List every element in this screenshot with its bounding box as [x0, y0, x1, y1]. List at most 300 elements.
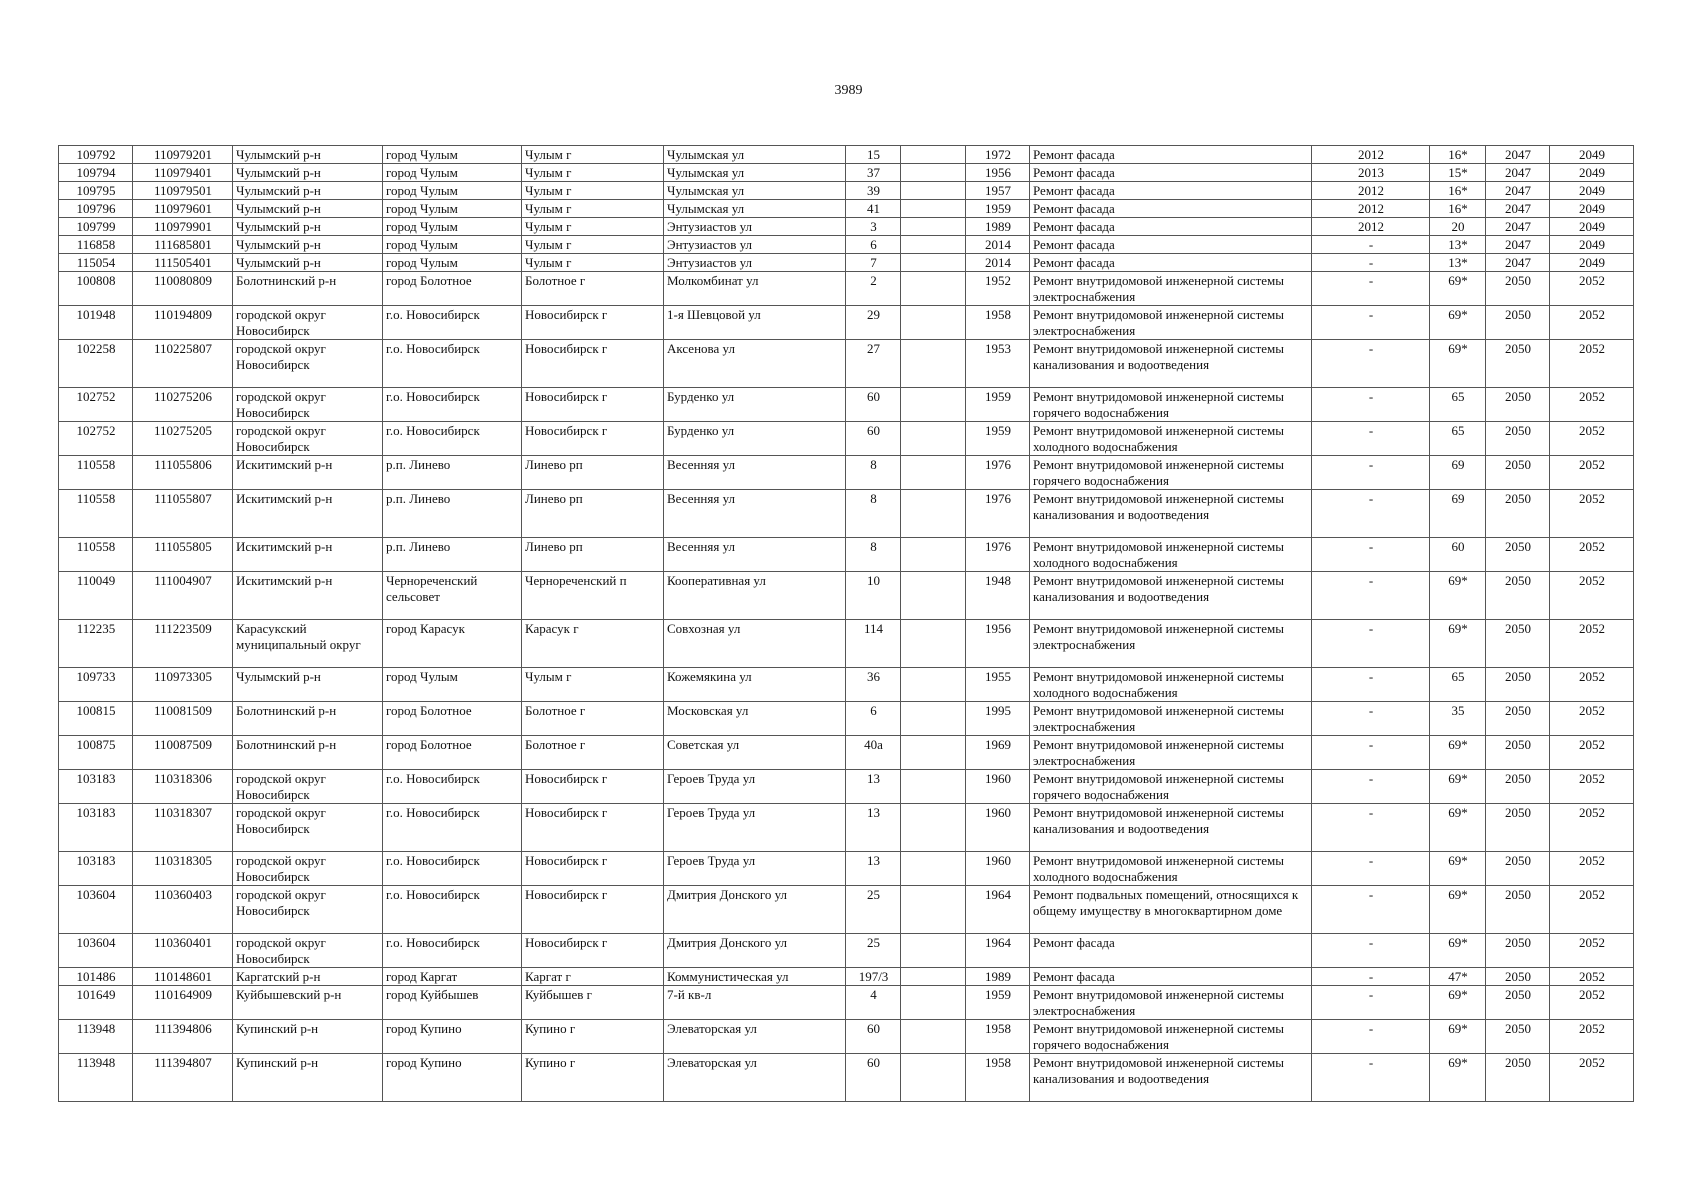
- cell-municipal-district: Искитимский р-н: [233, 538, 383, 572]
- cell-building: [901, 986, 966, 1020]
- cell-settlement: г.о. Новосибирск: [383, 886, 522, 934]
- cell-settlement: город Каргат: [383, 968, 522, 986]
- cell-house-number: 197/3: [846, 968, 901, 986]
- cell-street: Советская ул: [664, 736, 846, 770]
- cell-street: Дмитрия Донского ул: [664, 934, 846, 968]
- cell-municipal-district: Чулымский р-н: [233, 164, 383, 182]
- cell-construction-year: 1959: [966, 422, 1030, 456]
- cell-element-id: 111055807: [133, 490, 233, 538]
- cell-house-number: 6: [846, 702, 901, 736]
- cell-locality: Чулым г: [522, 218, 664, 236]
- cell-planned-start-year: 2050: [1486, 306, 1550, 340]
- cell-repair-type: Ремонт внутридомовой инженерной системы электроснабжения: [1030, 702, 1312, 736]
- cell-house-number: 27: [846, 340, 901, 388]
- cell-last-repair-year: -: [1312, 986, 1430, 1020]
- cell-wear-percent: 16*: [1430, 182, 1486, 200]
- cell-street: Энтузиастов ул: [664, 236, 846, 254]
- cell-wear-percent: 16*: [1430, 200, 1486, 218]
- cell-repair-type: Ремонт внутридомовой инженерной системы горячего водоснабжения: [1030, 456, 1312, 490]
- cell-construction-year: 1956: [966, 164, 1030, 182]
- cell-street: 1-я Шевцовой ул: [664, 306, 846, 340]
- cell-repair-type: Ремонт фасада: [1030, 254, 1312, 272]
- cell-repair-type: Ремонт внутридомовой инженерной системы канализования и водоотведения: [1030, 804, 1312, 852]
- cell-municipal-district: Чулымский р-н: [233, 236, 383, 254]
- cell-building: [901, 620, 966, 668]
- cell-settlement: р.п. Линево: [383, 456, 522, 490]
- cell-municipal-district: городской округ Новосибирск: [233, 422, 383, 456]
- cell-planned-start-year: 2050: [1486, 668, 1550, 702]
- cell-street: Чулымская ул: [664, 200, 846, 218]
- cell-locality: Новосибирск г: [522, 422, 664, 456]
- cell-planned-start-year: 2050: [1486, 804, 1550, 852]
- cell-object-id: 110049: [59, 572, 133, 620]
- cell-locality: Новосибирск г: [522, 934, 664, 968]
- cell-locality: Линево рп: [522, 490, 664, 538]
- cell-municipal-district: Искитимский р-н: [233, 456, 383, 490]
- cell-planned-start-year: 2047: [1486, 182, 1550, 200]
- cell-last-repair-year: -: [1312, 770, 1430, 804]
- cell-repair-type: Ремонт фасада: [1030, 968, 1312, 986]
- cell-building: [901, 572, 966, 620]
- cell-municipal-district: городской округ Новосибирск: [233, 852, 383, 886]
- cell-building: [901, 236, 966, 254]
- table-row: [59, 934, 1634, 968]
- cell-planned-end-year: 2049: [1550, 218, 1634, 236]
- cell-building: [901, 538, 966, 572]
- cell-planned-start-year: 2050: [1486, 422, 1550, 456]
- cell-wear-percent: 69*: [1430, 572, 1486, 620]
- cell-planned-start-year: 2050: [1486, 388, 1550, 422]
- table-row: [59, 182, 1634, 200]
- cell-street: 7-й кв-л: [664, 986, 846, 1020]
- table-row: [59, 852, 1634, 886]
- cell-locality: Чулым г: [522, 200, 664, 218]
- cell-settlement: Чернореченский сельсовет: [383, 572, 522, 620]
- cell-street: Бурденко ул: [664, 388, 846, 422]
- cell-last-repair-year: -: [1312, 886, 1430, 934]
- cell-construction-year: 1957: [966, 182, 1030, 200]
- cell-wear-percent: 60: [1430, 538, 1486, 572]
- cell-planned-end-year: 2052: [1550, 934, 1634, 968]
- table-row: [59, 770, 1634, 804]
- cell-repair-type: Ремонт внутридомовой инженерной системы канализования и водоотведения: [1030, 340, 1312, 388]
- cell-wear-percent: 16*: [1430, 146, 1486, 164]
- cell-construction-year: 1959: [966, 388, 1030, 422]
- cell-repair-type: Ремонт внутридомовой инженерной системы канализования и водоотведения: [1030, 490, 1312, 538]
- cell-street: Дмитрия Донского ул: [664, 886, 846, 934]
- cell-wear-percent: 69*: [1430, 620, 1486, 668]
- table-row: [59, 736, 1634, 770]
- cell-locality: Новосибирск г: [522, 804, 664, 852]
- cell-planned-start-year: 2050: [1486, 968, 1550, 986]
- cell-last-repair-year: -: [1312, 1054, 1430, 1102]
- cell-settlement: город Чулым: [383, 668, 522, 702]
- cell-element-id: 110979401: [133, 164, 233, 182]
- cell-street: Кожемякина ул: [664, 668, 846, 702]
- cell-planned-end-year: 2052: [1550, 968, 1634, 986]
- cell-object-id: 103604: [59, 934, 133, 968]
- cell-planned-start-year: 2050: [1486, 986, 1550, 1020]
- table-row: [59, 236, 1634, 254]
- cell-construction-year: 1959: [966, 200, 1030, 218]
- cell-element-id: 111394806: [133, 1020, 233, 1054]
- cell-wear-percent: 20: [1430, 218, 1486, 236]
- cell-element-id: 111055806: [133, 456, 233, 490]
- cell-wear-percent: 69*: [1430, 770, 1486, 804]
- cell-house-number: 39: [846, 182, 901, 200]
- cell-street: Героев Труда ул: [664, 804, 846, 852]
- cell-construction-year: 1969: [966, 736, 1030, 770]
- cell-settlement: город Болотное: [383, 702, 522, 736]
- cell-municipal-district: Искитимский р-н: [233, 490, 383, 538]
- cell-planned-end-year: 2052: [1550, 538, 1634, 572]
- cell-house-number: 8: [846, 490, 901, 538]
- cell-planned-end-year: 2052: [1550, 1054, 1634, 1102]
- cell-planned-end-year: 2049: [1550, 164, 1634, 182]
- cell-settlement: г.о. Новосибирск: [383, 770, 522, 804]
- table-row: [59, 218, 1634, 236]
- cell-construction-year: 1976: [966, 538, 1030, 572]
- cell-street: Чулымская ул: [664, 164, 846, 182]
- cell-element-id: 110225807: [133, 340, 233, 388]
- cell-wear-percent: 69*: [1430, 886, 1486, 934]
- cell-object-id: 100875: [59, 736, 133, 770]
- cell-settlement: г.о. Новосибирск: [383, 934, 522, 968]
- cell-last-repair-year: 2013: [1312, 164, 1430, 182]
- table-row: [59, 388, 1634, 422]
- cell-locality: Купино г: [522, 1020, 664, 1054]
- cell-settlement: г.о. Новосибирск: [383, 388, 522, 422]
- cell-municipal-district: городской округ Новосибирск: [233, 306, 383, 340]
- cell-locality: Линево рп: [522, 538, 664, 572]
- cell-locality: Чулым г: [522, 146, 664, 164]
- cell-wear-percent: 69*: [1430, 934, 1486, 968]
- cell-wear-percent: 69*: [1430, 306, 1486, 340]
- cell-planned-start-year: 2050: [1486, 736, 1550, 770]
- cell-wear-percent: 69*: [1430, 986, 1486, 1020]
- cell-municipal-district: Чулымский р-н: [233, 182, 383, 200]
- cell-construction-year: 1960: [966, 852, 1030, 886]
- cell-settlement: г.о. Новосибирск: [383, 422, 522, 456]
- cell-object-id: 110558: [59, 456, 133, 490]
- cell-last-repair-year: -: [1312, 736, 1430, 770]
- cell-repair-type: Ремонт фасада: [1030, 218, 1312, 236]
- cell-house-number: 60: [846, 388, 901, 422]
- cell-last-repair-year: -: [1312, 968, 1430, 986]
- cell-street: Элеваторская ул: [664, 1020, 846, 1054]
- cell-planned-end-year: 2049: [1550, 200, 1634, 218]
- cell-municipal-district: Купинский р-н: [233, 1054, 383, 1102]
- cell-building: [901, 736, 966, 770]
- cell-planned-start-year: 2047: [1486, 254, 1550, 272]
- cell-object-id: 109794: [59, 164, 133, 182]
- cell-building: [901, 388, 966, 422]
- cell-wear-percent: 69*: [1430, 1020, 1486, 1054]
- cell-last-repair-year: -: [1312, 236, 1430, 254]
- table-row: [59, 1020, 1634, 1054]
- cell-element-id: 110080809: [133, 272, 233, 306]
- cell-municipal-district: Чулымский р-н: [233, 668, 383, 702]
- cell-building: [901, 668, 966, 702]
- cell-construction-year: 1958: [966, 1020, 1030, 1054]
- cell-last-repair-year: -: [1312, 620, 1430, 668]
- cell-municipal-district: городской округ Новосибирск: [233, 804, 383, 852]
- cell-house-number: 114: [846, 620, 901, 668]
- cell-wear-percent: 15*: [1430, 164, 1486, 182]
- cell-repair-type: Ремонт внутридомовой инженерной системы горячего водоснабжения: [1030, 388, 1312, 422]
- cell-building: [901, 340, 966, 388]
- cell-building: [901, 456, 966, 490]
- table-row: [59, 164, 1634, 182]
- table-row: [59, 200, 1634, 218]
- cell-municipal-district: Куйбышевский р-н: [233, 986, 383, 1020]
- cell-wear-percent: 69: [1430, 490, 1486, 538]
- cell-planned-end-year: 2049: [1550, 182, 1634, 200]
- cell-municipal-district: Чулымский р-н: [233, 254, 383, 272]
- cell-settlement: город Купино: [383, 1020, 522, 1054]
- cell-street: Аксенова ул: [664, 340, 846, 388]
- cell-planned-end-year: 2052: [1550, 736, 1634, 770]
- cell-planned-start-year: 2050: [1486, 538, 1550, 572]
- cell-last-repair-year: -: [1312, 538, 1430, 572]
- cell-element-id: 111004907: [133, 572, 233, 620]
- cell-planned-end-year: 2052: [1550, 770, 1634, 804]
- cell-element-id: 110164909: [133, 986, 233, 1020]
- cell-last-repair-year: -: [1312, 340, 1430, 388]
- cell-municipal-district: Купинский р-н: [233, 1020, 383, 1054]
- cell-house-number: 8: [846, 538, 901, 572]
- cell-street: Чулымская ул: [664, 182, 846, 200]
- cell-last-repair-year: -: [1312, 668, 1430, 702]
- cell-repair-type: Ремонт подвальных помещений, относящихся к общему имуществу в многоквартирном доме: [1030, 886, 1312, 934]
- capital-repair-table: [58, 145, 1634, 1102]
- cell-repair-type: Ремонт внутридомовой инженерной системы электроснабжения: [1030, 986, 1312, 1020]
- cell-repair-type: Ремонт фасада: [1030, 934, 1312, 968]
- cell-repair-type: Ремонт фасада: [1030, 200, 1312, 218]
- cell-construction-year: 1952: [966, 272, 1030, 306]
- cell-wear-percent: 69*: [1430, 804, 1486, 852]
- cell-construction-year: 1976: [966, 490, 1030, 538]
- cell-element-id: 110360403: [133, 886, 233, 934]
- cell-locality: Чулым г: [522, 254, 664, 272]
- cell-planned-end-year: 2052: [1550, 340, 1634, 388]
- cell-locality: Чулым г: [522, 164, 664, 182]
- cell-last-repair-year: -: [1312, 852, 1430, 886]
- cell-wear-percent: 65: [1430, 668, 1486, 702]
- cell-wear-percent: 69: [1430, 456, 1486, 490]
- cell-last-repair-year: 2012: [1312, 146, 1430, 164]
- cell-planned-end-year: 2049: [1550, 146, 1634, 164]
- cell-last-repair-year: 2012: [1312, 218, 1430, 236]
- cell-wear-percent: 65: [1430, 422, 1486, 456]
- cell-construction-year: 1958: [966, 1054, 1030, 1102]
- cell-street: Молкомбинат ул: [664, 272, 846, 306]
- cell-street: Весенняя ул: [664, 538, 846, 572]
- cell-house-number: 37: [846, 164, 901, 182]
- cell-last-repair-year: -: [1312, 272, 1430, 306]
- table-row: [59, 702, 1634, 736]
- cell-wear-percent: 13*: [1430, 254, 1486, 272]
- table-row: [59, 886, 1634, 934]
- cell-house-number: 13: [846, 804, 901, 852]
- cell-planned-end-year: 2052: [1550, 456, 1634, 490]
- cell-street: Бурденко ул: [664, 422, 846, 456]
- cell-building: [901, 770, 966, 804]
- cell-object-id: 109733: [59, 668, 133, 702]
- cell-house-number: 41: [846, 200, 901, 218]
- cell-settlement: город Чулым: [383, 254, 522, 272]
- cell-object-id: 115054: [59, 254, 133, 272]
- cell-repair-type: Ремонт фасада: [1030, 146, 1312, 164]
- cell-municipal-district: Чулымский р-н: [233, 200, 383, 218]
- cell-last-repair-year: -: [1312, 702, 1430, 736]
- table-row: [59, 986, 1634, 1020]
- cell-settlement: город Чулым: [383, 182, 522, 200]
- table-row: [59, 254, 1634, 272]
- cell-construction-year: 1976: [966, 456, 1030, 490]
- cell-locality: Чулым г: [522, 236, 664, 254]
- cell-repair-type: Ремонт внутридомовой инженерной системы электроснабжения: [1030, 620, 1312, 668]
- cell-settlement: г.о. Новосибирск: [383, 306, 522, 340]
- cell-construction-year: 1958: [966, 306, 1030, 340]
- cell-object-id: 113948: [59, 1020, 133, 1054]
- table-row: [59, 668, 1634, 702]
- cell-construction-year: 2014: [966, 254, 1030, 272]
- cell-element-id: 111055805: [133, 538, 233, 572]
- cell-construction-year: 1964: [966, 886, 1030, 934]
- cell-planned-end-year: 2052: [1550, 852, 1634, 886]
- cell-planned-start-year: 2050: [1486, 572, 1550, 620]
- table-row: [59, 306, 1634, 340]
- cell-building: [901, 1054, 966, 1102]
- cell-house-number: 29: [846, 306, 901, 340]
- cell-construction-year: 1964: [966, 934, 1030, 968]
- cell-construction-year: 1989: [966, 968, 1030, 986]
- cell-object-id: 110558: [59, 490, 133, 538]
- cell-element-id: 110275206: [133, 388, 233, 422]
- cell-house-number: 60: [846, 1054, 901, 1102]
- cell-building: [901, 934, 966, 968]
- table-row: [59, 146, 1634, 164]
- cell-object-id: 110558: [59, 538, 133, 572]
- cell-municipal-district: Болотнинский р-н: [233, 272, 383, 306]
- cell-object-id: 109796: [59, 200, 133, 218]
- cell-object-id: 102752: [59, 422, 133, 456]
- cell-planned-start-year: 2050: [1486, 886, 1550, 934]
- cell-construction-year: 2014: [966, 236, 1030, 254]
- cell-street: Героев Труда ул: [664, 852, 846, 886]
- cell-building: [901, 702, 966, 736]
- table-row: [59, 538, 1634, 572]
- cell-locality: Новосибирск г: [522, 388, 664, 422]
- cell-house-number: 15: [846, 146, 901, 164]
- cell-repair-type: Ремонт внутридомовой инженерной системы горячего водоснабжения: [1030, 770, 1312, 804]
- cell-house-number: 2: [846, 272, 901, 306]
- cell-last-repair-year: 2012: [1312, 182, 1430, 200]
- cell-planned-start-year: 2047: [1486, 164, 1550, 182]
- cell-planned-start-year: 2047: [1486, 146, 1550, 164]
- cell-wear-percent: 47*: [1430, 968, 1486, 986]
- cell-wear-percent: 13*: [1430, 236, 1486, 254]
- cell-settlement: город Чулым: [383, 200, 522, 218]
- cell-locality: Новосибирск г: [522, 340, 664, 388]
- cell-building: [901, 804, 966, 852]
- cell-planned-start-year: 2050: [1486, 770, 1550, 804]
- cell-settlement: г.о. Новосибирск: [383, 340, 522, 388]
- cell-planned-end-year: 2052: [1550, 422, 1634, 456]
- cell-street: Чулымская ул: [664, 146, 846, 164]
- cell-last-repair-year: 2012: [1312, 200, 1430, 218]
- cell-element-id: 110275205: [133, 422, 233, 456]
- cell-object-id: 113948: [59, 1054, 133, 1102]
- cell-settlement: р.п. Линево: [383, 490, 522, 538]
- cell-construction-year: 1972: [966, 146, 1030, 164]
- cell-locality: Чулым г: [522, 182, 664, 200]
- cell-wear-percent: 69*: [1430, 736, 1486, 770]
- cell-house-number: 4: [846, 986, 901, 1020]
- cell-planned-end-year: 2052: [1550, 388, 1634, 422]
- cell-last-repair-year: -: [1312, 254, 1430, 272]
- cell-repair-type: Ремонт внутридомовой инженерной системы холодного водоснабжения: [1030, 422, 1312, 456]
- cell-wear-percent: 69*: [1430, 1054, 1486, 1102]
- cell-planned-end-year: 2052: [1550, 702, 1634, 736]
- cell-planned-start-year: 2050: [1486, 1054, 1550, 1102]
- cell-municipal-district: городской округ Новосибирск: [233, 388, 383, 422]
- cell-object-id: 100808: [59, 272, 133, 306]
- cell-settlement: город Куйбышев: [383, 986, 522, 1020]
- cell-house-number: 25: [846, 934, 901, 968]
- cell-settlement: город Чулым: [383, 164, 522, 182]
- cell-locality: Новосибирск г: [522, 306, 664, 340]
- cell-object-id: 101649: [59, 986, 133, 1020]
- cell-building: [901, 886, 966, 934]
- cell-municipal-district: Болотнинский р-н: [233, 702, 383, 736]
- table-row: [59, 968, 1634, 986]
- cell-repair-type: Ремонт внутридомовой инженерной системы холодного водоснабжения: [1030, 668, 1312, 702]
- table-row: [59, 490, 1634, 538]
- cell-locality: Чернореченский п: [522, 572, 664, 620]
- cell-element-id: 110979201: [133, 146, 233, 164]
- cell-building: [901, 200, 966, 218]
- cell-element-id: 110318307: [133, 804, 233, 852]
- cell-planned-start-year: 2050: [1486, 702, 1550, 736]
- table-row: [59, 456, 1634, 490]
- cell-last-repair-year: -: [1312, 572, 1430, 620]
- cell-wear-percent: 65: [1430, 388, 1486, 422]
- cell-locality: Болотное г: [522, 702, 664, 736]
- cell-building: [901, 490, 966, 538]
- cell-planned-end-year: 2052: [1550, 272, 1634, 306]
- cell-house-number: 40а: [846, 736, 901, 770]
- cell-building: [901, 164, 966, 182]
- cell-last-repair-year: -: [1312, 456, 1430, 490]
- cell-building: [901, 254, 966, 272]
- cell-object-id: 109799: [59, 218, 133, 236]
- cell-municipal-district: Каргатский р-н: [233, 968, 383, 986]
- cell-object-id: 103183: [59, 852, 133, 886]
- cell-repair-type: Ремонт внутридомовой инженерной системы канализования и водоотведения: [1030, 572, 1312, 620]
- cell-street: Коммунистическая ул: [664, 968, 846, 986]
- table-row: [59, 572, 1634, 620]
- cell-construction-year: 1995: [966, 702, 1030, 736]
- cell-municipal-district: Чулымский р-н: [233, 218, 383, 236]
- cell-settlement: г.о. Новосибирск: [383, 852, 522, 886]
- cell-planned-start-year: 2047: [1486, 200, 1550, 218]
- cell-element-id: 110087509: [133, 736, 233, 770]
- cell-municipal-district: Карасукский муниципальный округ: [233, 620, 383, 668]
- cell-settlement: город Купино: [383, 1054, 522, 1102]
- cell-element-id: 111223509: [133, 620, 233, 668]
